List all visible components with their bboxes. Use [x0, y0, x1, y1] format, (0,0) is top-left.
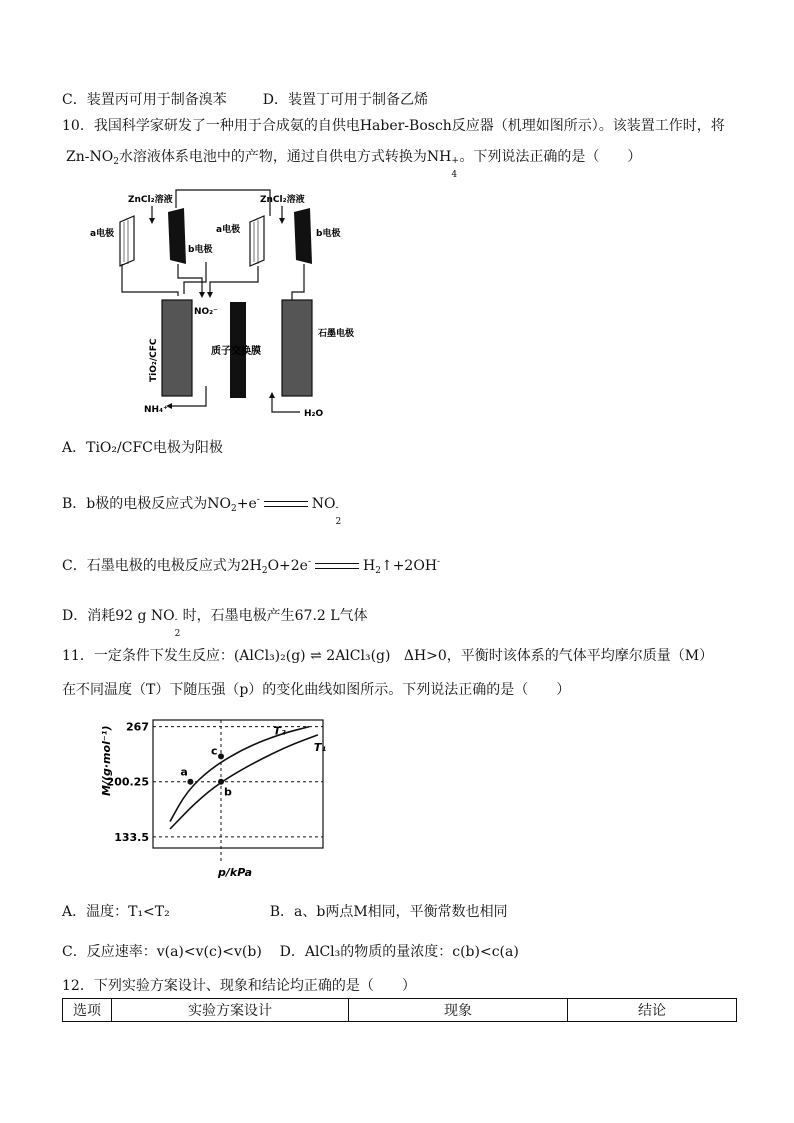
data-point	[218, 779, 224, 785]
q10-c-end: ↑+2OH	[380, 558, 438, 574]
h2o-label: H₂O	[304, 409, 324, 419]
q11-product: 2AlCl₃(g)	[326, 648, 391, 664]
a-electrode-left-label: a电极	[90, 229, 115, 239]
y-tick-label: 267	[126, 720, 149, 734]
q10-d-sup: -	[174, 615, 178, 625]
q11-stem-line-1	[62, 646, 713, 666]
q10-stem-line-1: 10．我国科学家研发了一种用于合成氨的自供电Haber-Bosch反应器（机理如图所示）。该装置工作时，将	[62, 118, 725, 134]
b-electrode-right-label: b电极	[316, 229, 341, 239]
data-point	[218, 753, 224, 759]
q10-b-sup2: -	[335, 503, 339, 513]
zncl2-right-label: ZnCl₂溶液	[260, 195, 305, 205]
graphite-label	[317, 327, 354, 339]
q10-b-sub: 2	[230, 504, 237, 514]
q11-chart	[90, 714, 340, 884]
membrane-label: 质子交换膜	[211, 346, 261, 357]
b-electrode-left-label: b电极	[188, 245, 213, 255]
q11-option-a: A．温度：T₁<T₂	[62, 904, 170, 920]
q9-option-c: C．装置丙可用于制备溴苯	[62, 92, 227, 108]
series-label: T₂	[273, 724, 286, 738]
q11-stem-line-2: 在不同温度（T）下随压强（p）的变化曲线如图所示。下列说法正确的是（ ）	[62, 682, 571, 698]
b-electrode-left	[168, 208, 186, 264]
q12-stem: 12．下列实验方案设计、现象和结论均正确的是（ ）	[62, 978, 416, 994]
q10-c-product: H	[363, 558, 376, 574]
point-label: a	[180, 765, 188, 779]
x-axis-label: p/kPa	[218, 866, 252, 879]
equals-arrow	[315, 563, 359, 569]
q11-equilibrium-arrow: ⇌	[310, 648, 322, 664]
q10-b-mid: +e	[236, 496, 257, 512]
graphite-electrode	[282, 300, 312, 396]
q10-b-product: NO	[311, 496, 336, 512]
table-header-conclusion: 结论	[568, 999, 737, 1022]
q10-sub: 2	[113, 157, 119, 167]
q10-stem-line-2	[66, 147, 642, 180]
q11-stem-prefix: 11．一定条件下发生反应：	[62, 648, 234, 664]
q11-reactant: (AlCl₃)₂(g)	[233, 648, 306, 664]
q10-stem-text: 水溶液体系电池中的产物，通过自供电方式转换为NH	[118, 149, 452, 165]
series-label: T₁	[313, 740, 327, 754]
q10-zn-no2: Zn-NO	[66, 149, 114, 165]
q10-d-end: 时，石墨电极产生67.2 L气体	[182, 608, 368, 624]
q10-c-mid: O+2e	[267, 558, 308, 574]
q10-c-sub2: 2	[375, 566, 381, 576]
table-row	[63, 999, 737, 1022]
q10-c-sub: 2	[261, 566, 268, 576]
plot-frame	[153, 720, 323, 848]
q10-b-sub2: 2	[335, 517, 342, 527]
y-axis-label: M/(g·mol⁻¹)	[100, 725, 113, 796]
q10-sup: +	[451, 156, 459, 166]
nh4-label: NH₄⁺	[144, 405, 168, 415]
q9-option-d: D．装置丁可用于制备乙烯	[262, 92, 428, 108]
q10-c-sup: -	[307, 557, 312, 567]
point-label: c	[211, 744, 218, 758]
a-electrode-right	[250, 216, 264, 266]
zncl2-left-label: ZnCl₂溶液	[128, 195, 173, 205]
q10-d-prefix: D．消耗92 g NO	[62, 608, 175, 624]
point-label: b	[224, 785, 232, 799]
q11-delta-h: ΔH>0，平衡时该体系的气体平均摩尔质量（M）	[403, 648, 714, 664]
q10-option-a: A．TiO₂/CFC电极为阳极	[62, 440, 223, 456]
q10-option-d	[62, 606, 368, 639]
q11-options-row-2	[62, 942, 519, 962]
q10-c-sup2: -	[437, 557, 441, 567]
q11-option-d: D．AlCl₃的物质的量浓度：c(b)<c(a)	[279, 944, 519, 960]
graphite-label-text: 石墨电极	[318, 329, 355, 339]
table-header-design: 实验方案设计	[112, 999, 349, 1022]
a-electrode-right-label: a电极	[216, 225, 241, 235]
q10-stem-end: 。下列说法正确的是（ ）	[459, 149, 642, 165]
tio2-cfc-label: TiO₂/CFC	[149, 338, 159, 382]
q10-c-prefix: C．石墨电极的电极反应式为2H	[62, 558, 262, 574]
q11-options-row-1	[62, 902, 508, 922]
equals-arrow	[264, 501, 308, 507]
q10-b-prefix: B．b极的电极反应式为NO	[62, 496, 231, 512]
q10-b-sup: -	[256, 495, 260, 505]
q10-electrochem-diagram	[80, 186, 370, 422]
q10-sub2: 4	[451, 170, 458, 180]
tio2-cfc-electrode	[162, 300, 192, 396]
q12-options-table	[62, 998, 737, 1022]
q11-option-b: B．a、b两点M相同，平衡常数也相同	[269, 904, 508, 920]
q10-d-sub: 2	[174, 629, 181, 639]
q10-option-c	[62, 552, 440, 581]
y-tick-label: 200.25	[106, 775, 149, 789]
table-header-phenomenon: 现象	[349, 999, 568, 1022]
table-header-option: 选项	[63, 999, 112, 1022]
q9-options-row	[62, 90, 428, 110]
no2-label: NO₂⁻	[194, 307, 218, 317]
q11-option-c: C．反应速率：v(a)<v(c)<v(b)	[62, 944, 262, 960]
b-electrode-right	[294, 208, 312, 264]
y-tick-label: 133.5	[114, 830, 149, 844]
q10-option-b	[62, 490, 344, 527]
data-point	[187, 779, 193, 785]
a-electrode-left	[120, 216, 134, 266]
